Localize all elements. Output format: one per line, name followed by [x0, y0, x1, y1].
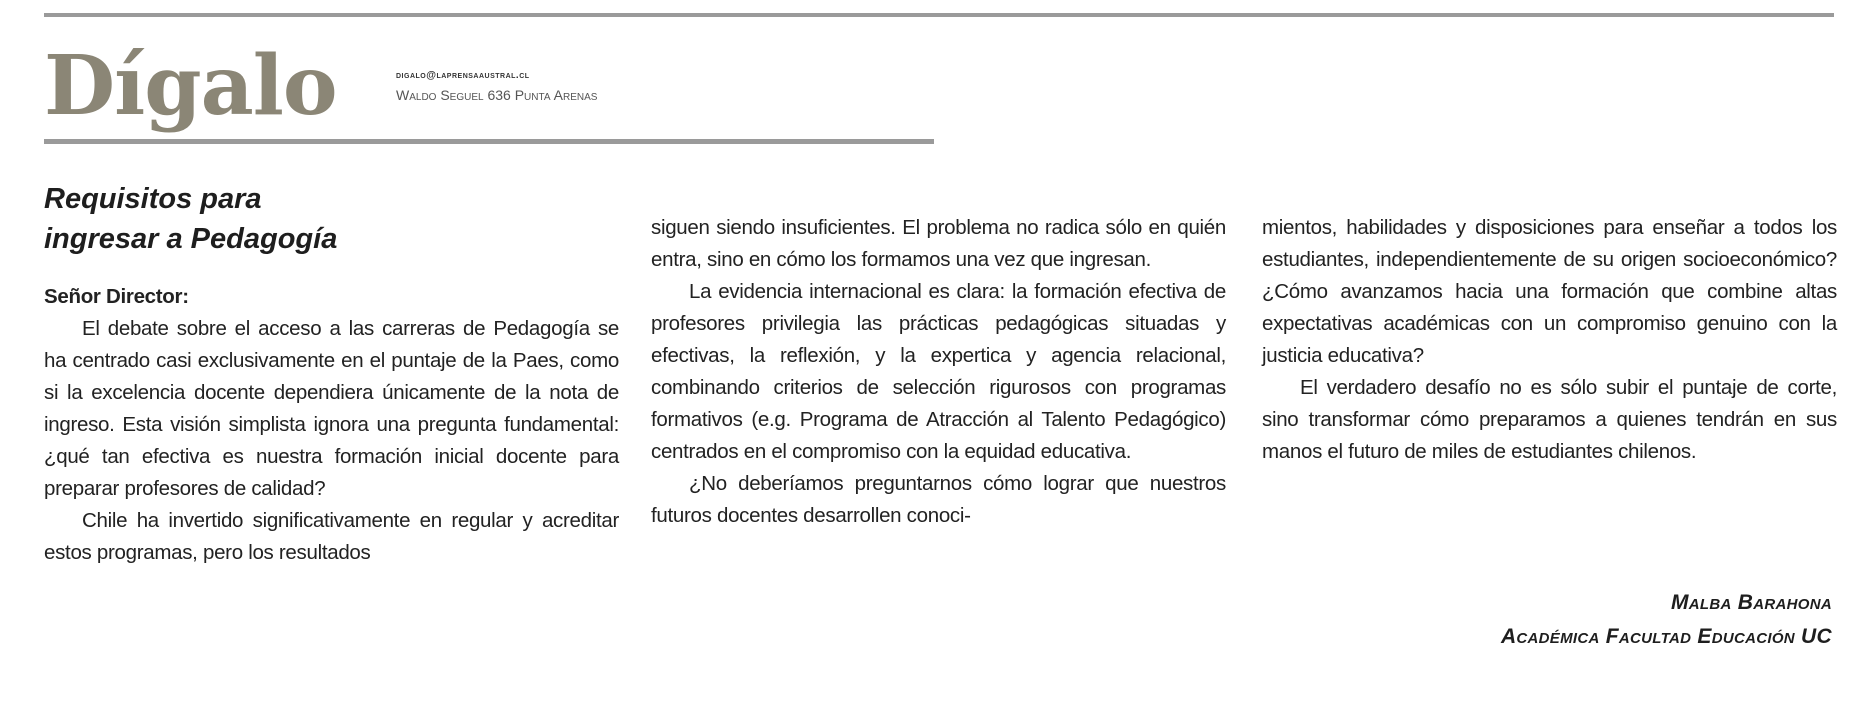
article-headline — [44, 179, 619, 259]
signature — [1501, 586, 1832, 654]
contact-email: digalo@laprensaaustral.cl — [396, 70, 530, 81]
paragraph: ¿No deberíamos preguntarnos cómo lograr que nuestros futuros docentes desarrollen conoci- — [651, 472, 1226, 527]
paragraph: El debate sobre el acceso a las carreras de Pedagogía se ha centrado casi exclusivamente en el puntaje de la Paes, como si la excelencia docente dependiera únicamente de la nota de ingreso. Esta visión simplista ignora una pregunta fundamental: ¿qué tan efectiva es nuestra formación inicial docente para preparar profesores de calidad? — [44, 317, 619, 500]
contact-address: Waldo Seguel 636 Punta Arenas — [396, 87, 598, 103]
article-column-3 — [1262, 212, 1837, 468]
headline-line-1: Requisitos para — [44, 183, 262, 215]
section-rule — [44, 139, 934, 144]
headline-line-2: ingresar a Pedagogía — [44, 223, 338, 255]
author-affiliation: Académica Facultad Educación UC — [1500, 625, 1832, 648]
paragraph: El verdadero desafío no es sólo subir el puntaje de corte, sino transformar cómo preparamos a quienes tendrán en sus manos el futuro de miles de estudiantes chilenos. — [1262, 376, 1837, 463]
paragraph: siguen siendo insuficientes. El problema no radica sólo en quién entra, sino en cómo los formamos una vez que ingresan. — [651, 216, 1226, 271]
author-name: Malba Barahona — [1670, 591, 1832, 614]
paragraph: Chile ha invertido significativamente en regular y acreditar estos programas, pero los resultados — [44, 509, 619, 564]
top-rule — [44, 13, 1834, 17]
article-column-1 — [44, 179, 619, 569]
salutation: Señor Director: — [44, 285, 189, 308]
article-column-2 — [651, 212, 1226, 532]
paragraph: La evidencia internacional es clara: la formación efectiva de profesores privilegia las prácticas pedagógicas situadas y efectivas, la reflexión, y la expertica y agencia relacional, combinando criterios de selección rigurosos con programas formativos (e.g. Programa de Atracción al Talento Pedagógico) centrados en el compromiso con la equidad educativa. — [651, 280, 1226, 463]
contact-info — [396, 68, 597, 106]
paragraph: mientos, habilidades y disposiciones para enseñar a todos los estudiantes, independientemente de su origen socioeconómico? ¿Cómo avanzamos hacia una formación que combine altas expectativas académicas con un compromiso genuino con la justicia educativa? — [1262, 216, 1837, 367]
section-title: Dígalo — [44, 38, 337, 134]
